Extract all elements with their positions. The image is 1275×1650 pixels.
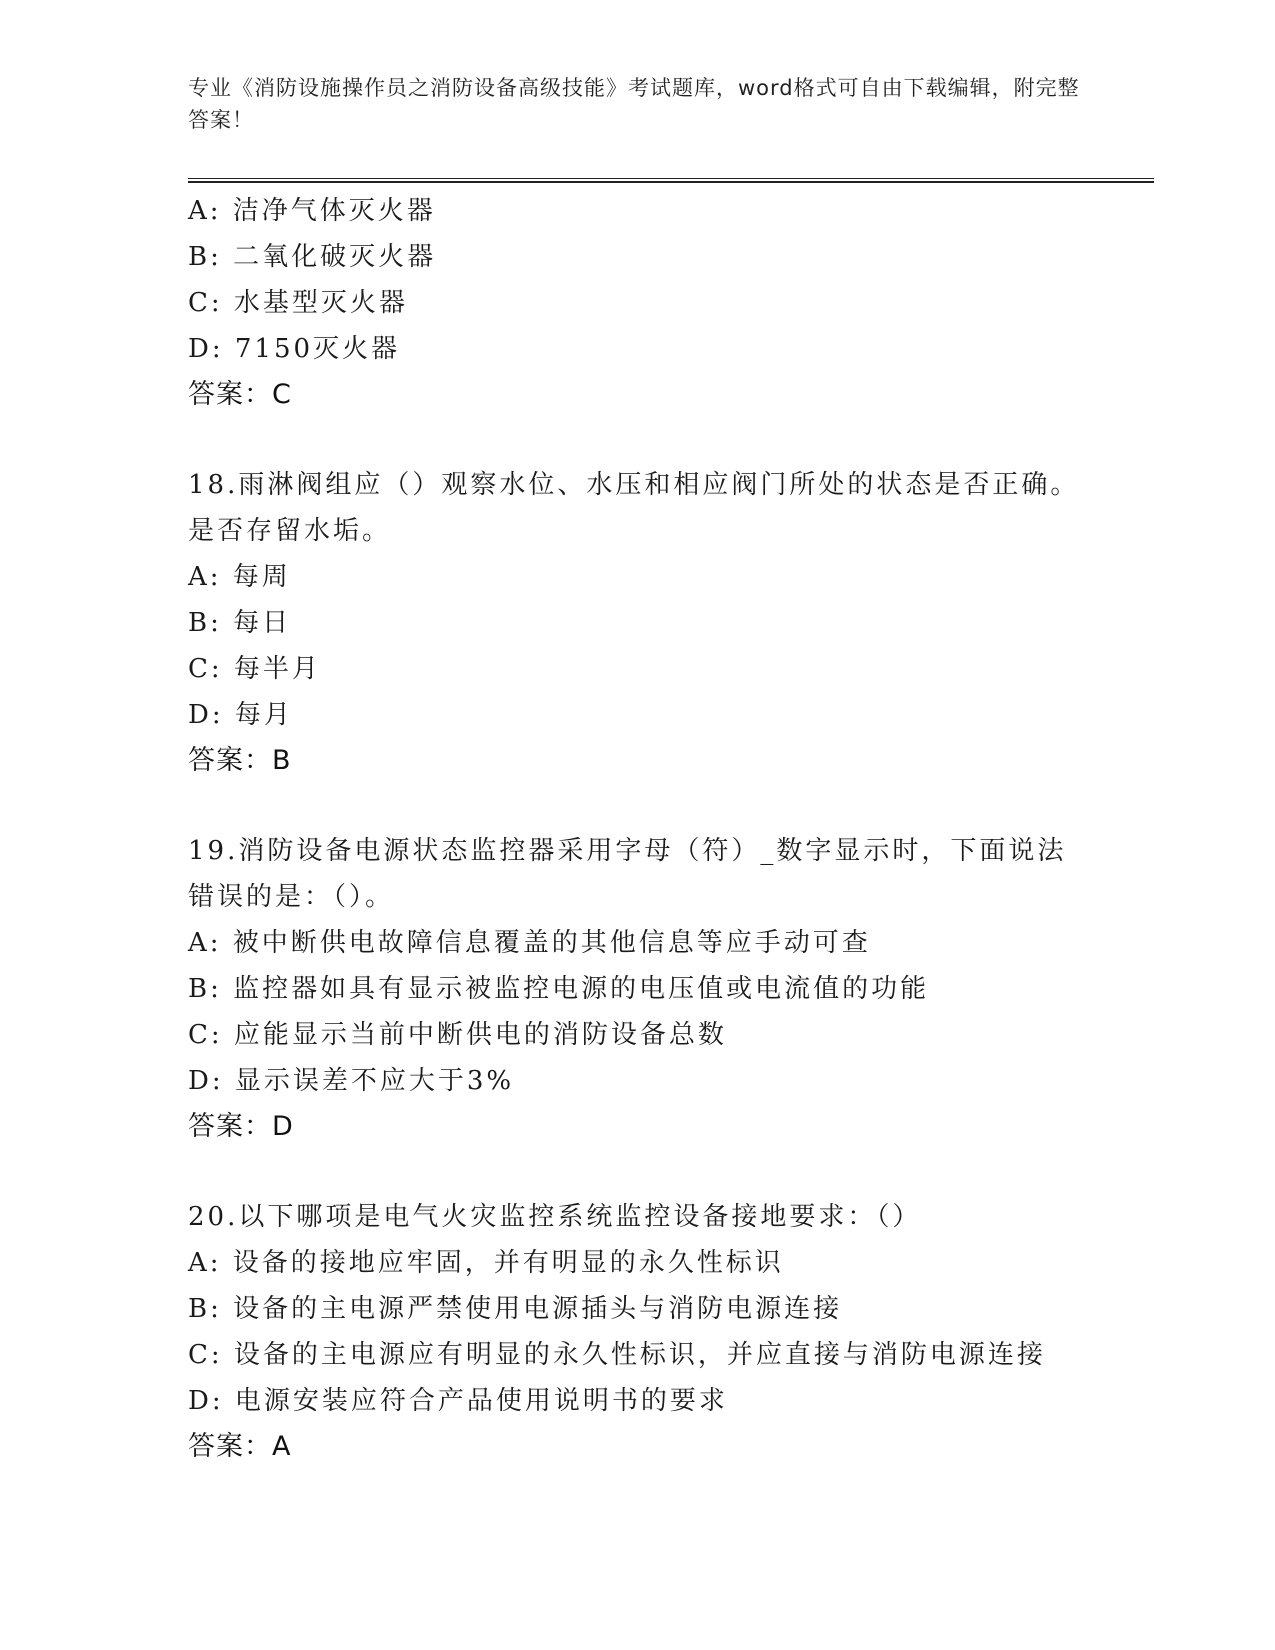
question-text-line2: 错误的是：（）。 xyxy=(188,882,395,912)
option-a: A: 每周 xyxy=(188,562,291,592)
option-c: C: 设备的主电源应有明显的永久性标识，并应直接与消防电源连接 xyxy=(188,1340,1046,1370)
spacer xyxy=(188,418,1168,462)
option-a: A: 洁净气体灭火器 xyxy=(188,196,436,226)
question-text-line1: 18.雨淋阀组应（）观察水位、水压和相应阀门所处的状态是否正确。 xyxy=(188,470,1080,500)
answer-text: 答案：C xyxy=(188,379,292,410)
question-20 xyxy=(188,1194,1168,1470)
answer-text: 答案：A xyxy=(188,1431,292,1462)
option-d: D: 电源安装应符合产品使用说明书的要求 xyxy=(188,1386,728,1416)
option-b: B: 二氧化破灭火器 xyxy=(188,242,437,272)
option-a: A: 设备的接地应牢固，并有明显的永久性标识 xyxy=(188,1248,784,1278)
option-d: D: 7150灭火器 xyxy=(188,334,401,364)
question-19 xyxy=(188,828,1168,1150)
option-d: D: 显示误差不应大于3% xyxy=(188,1066,515,1096)
option-b: B: 监控器如具有显示被监控电源的电压值或电流值的功能 xyxy=(188,974,930,1004)
header-divider xyxy=(188,178,1154,183)
question-list xyxy=(188,188,1168,1470)
spacer xyxy=(188,1150,1168,1194)
spacer xyxy=(188,784,1168,828)
option-c: C: 水基型灭火器 xyxy=(188,288,408,318)
document-header: 专业《消防设施操作员之消防设备高级技能》考试题库，word格式可自由下载编辑，附完整答案！ xyxy=(188,76,1080,132)
answer-text: 答案：D xyxy=(188,1111,294,1142)
question-text-line2: 是否存留水垢。 xyxy=(188,516,392,546)
option-c: C: 每半月 xyxy=(188,654,321,684)
option-d: D: 每月 xyxy=(188,700,293,730)
question-text-line1: 20.以下哪项是电气火灾监控系统监控设备接地要求：（） xyxy=(188,1202,922,1232)
question-18 xyxy=(188,462,1168,784)
option-a: A: 被中断供电故障信息覆盖的其他信息等应手动可查 xyxy=(188,928,871,958)
question-17 xyxy=(188,188,1168,418)
question-text-line1: 19.消防设备电源状态监控器采用字母（符）_数字显示时，下面说法 xyxy=(188,836,1067,866)
option-c: C: 应能显示当前中断供电的消防设备总数 xyxy=(188,1020,727,1050)
option-b: B: 设备的主电源严禁使用电源插头与消防电源连接 xyxy=(188,1294,843,1324)
answer-text: 答案：B xyxy=(188,745,292,776)
option-b: B: 每日 xyxy=(188,608,292,638)
